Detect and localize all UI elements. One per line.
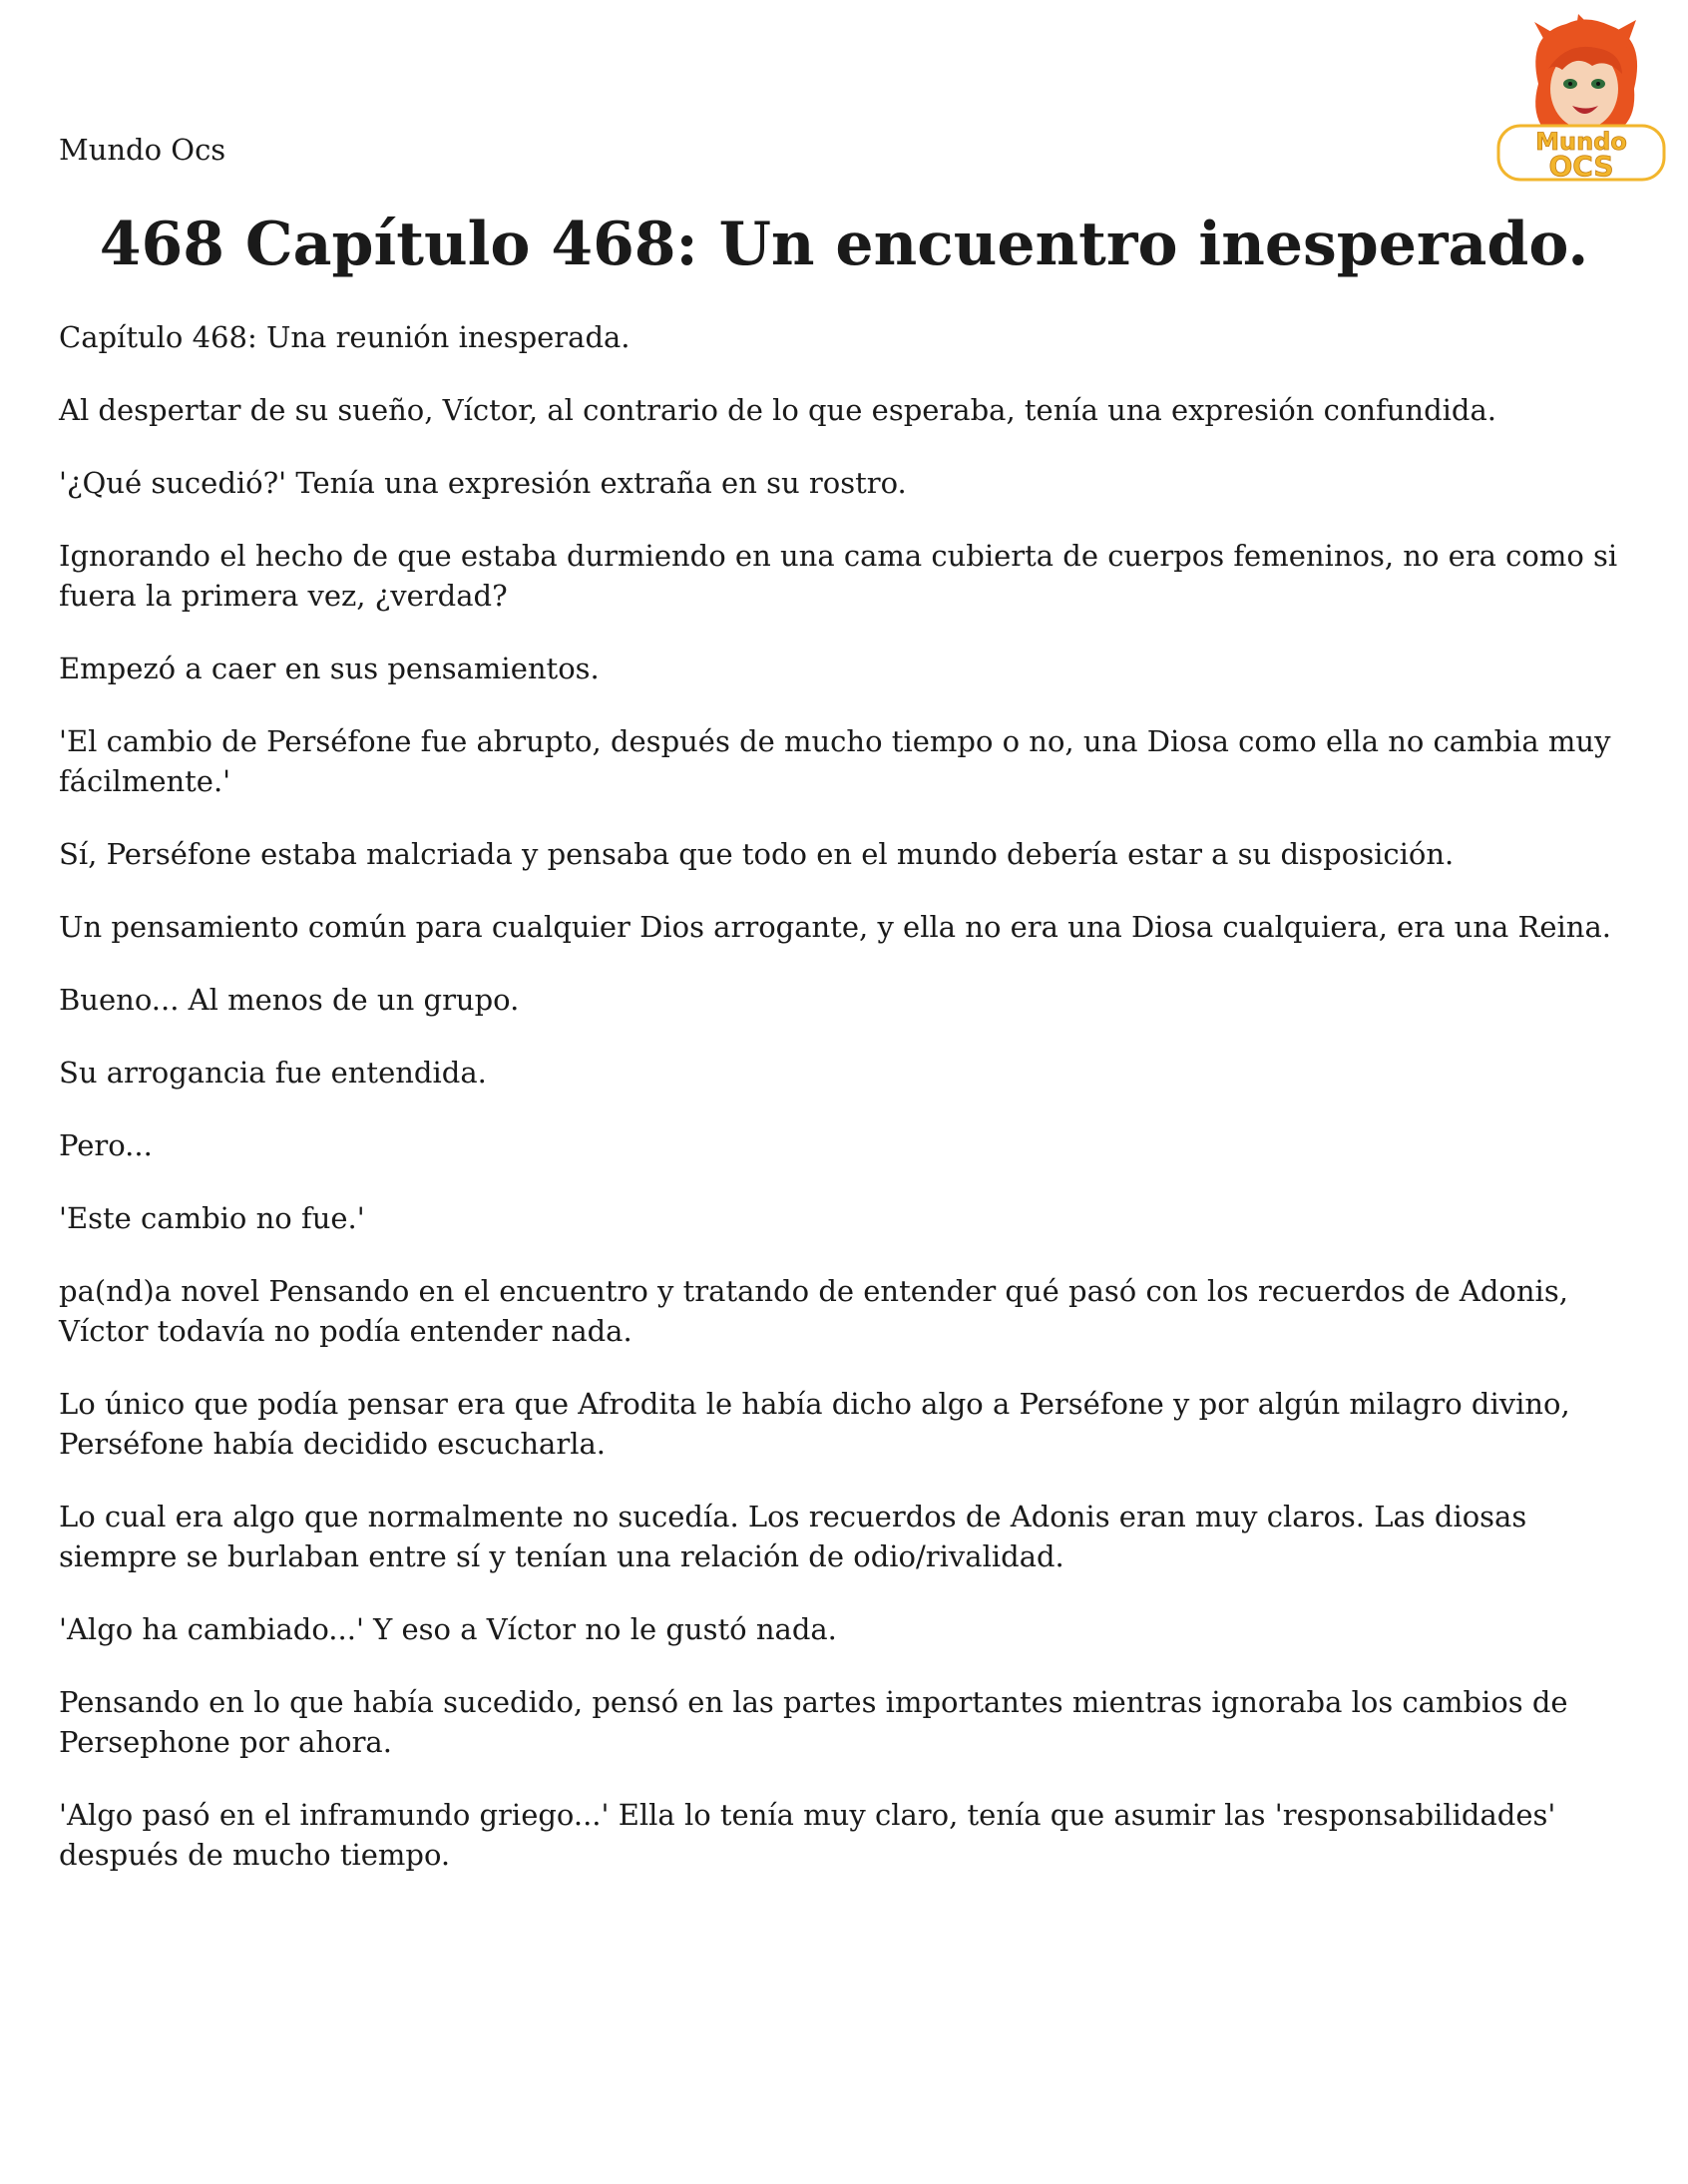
paragraph: 'El cambio de Perséfone fue abrupto, después de mucho tiempo o no, una Diosa como ella no cambia muy fácilmente.' xyxy=(59,724,1611,798)
paragraph: '¿Qué sucedió?' Tenía una expresión extraña en su rostro. xyxy=(59,466,907,500)
svg-text:OCS: OCS xyxy=(1548,150,1614,183)
paragraph: 'Este cambio no fue.' xyxy=(59,1201,365,1235)
mundo-ocs-logo xyxy=(1496,14,1666,184)
chapter-title: 468 Capítulo 468: Un encuentro inesperado. xyxy=(99,210,1589,279)
paragraph: Empezó a caer en sus pensamientos. xyxy=(59,652,600,685)
paragraph: Ignorando el hecho de que estaba durmiendo en una cama cubierta de cuerpos femeninos, no era como si fuera la primera vez, ¿verdad? xyxy=(59,539,1618,613)
paragraph: Capítulo 468: Una reunión inesperada. xyxy=(59,320,631,354)
paragraph: Lo único que podía pensar era que Afrodita le había dicho algo a Perséfone y por algún milagro divino, Perséfone había decidido escucharla. xyxy=(59,1387,1570,1461)
svg-text:Mundo: Mundo xyxy=(1535,128,1627,156)
paragraph: Un pensamiento común para cualquier Dios arrogante, y ella no era una Diosa cualquiera, era una Reina. xyxy=(59,910,1611,944)
paragraph: 'Algo pasó en el inframundo griego...' Ella lo tenía muy claro, tenía que asumir las 'responsabilidades' después de mucho tiempo. xyxy=(59,1798,1556,1872)
chapter-body xyxy=(59,317,1635,1908)
paragraph: Bueno... Al menos de un grupo. xyxy=(59,983,520,1017)
paragraph: Pero... xyxy=(59,1128,153,1162)
paragraph: Sí, Perséfone estaba malcriada y pensaba que todo en el mundo debería estar a su disposición. xyxy=(59,837,1455,871)
site-name: Mundo Ocs xyxy=(59,133,226,167)
paragraph: Al despertar de su sueño, Víctor, al contrario de lo que esperaba, tenía una expresión confundida. xyxy=(59,393,1497,427)
paragraph: Su arrogancia fue entendida. xyxy=(59,1056,487,1090)
paragraph: 'Algo ha cambiado...' Y eso a Víctor no le gustó nada. xyxy=(59,1612,837,1646)
paragraph: Lo cual era algo que normalmente no sucedía. Los recuerdos de Adonis eran muy claros. Las diosas siempre se burlaban entre sí y tenían una relación de odio/rivalidad. xyxy=(59,1500,1527,1573)
paragraph: pa(nd)a novel Pensando en el encuentro y tratando de entender qué pasó con los recuerdos de Adonis, Víctor todavía no podía entender nada. xyxy=(59,1274,1568,1348)
paragraph: Pensando en lo que había sucedido, pensó en las partes importantes mientras ignoraba los cambios de Persephone por ahora. xyxy=(59,1685,1568,1759)
